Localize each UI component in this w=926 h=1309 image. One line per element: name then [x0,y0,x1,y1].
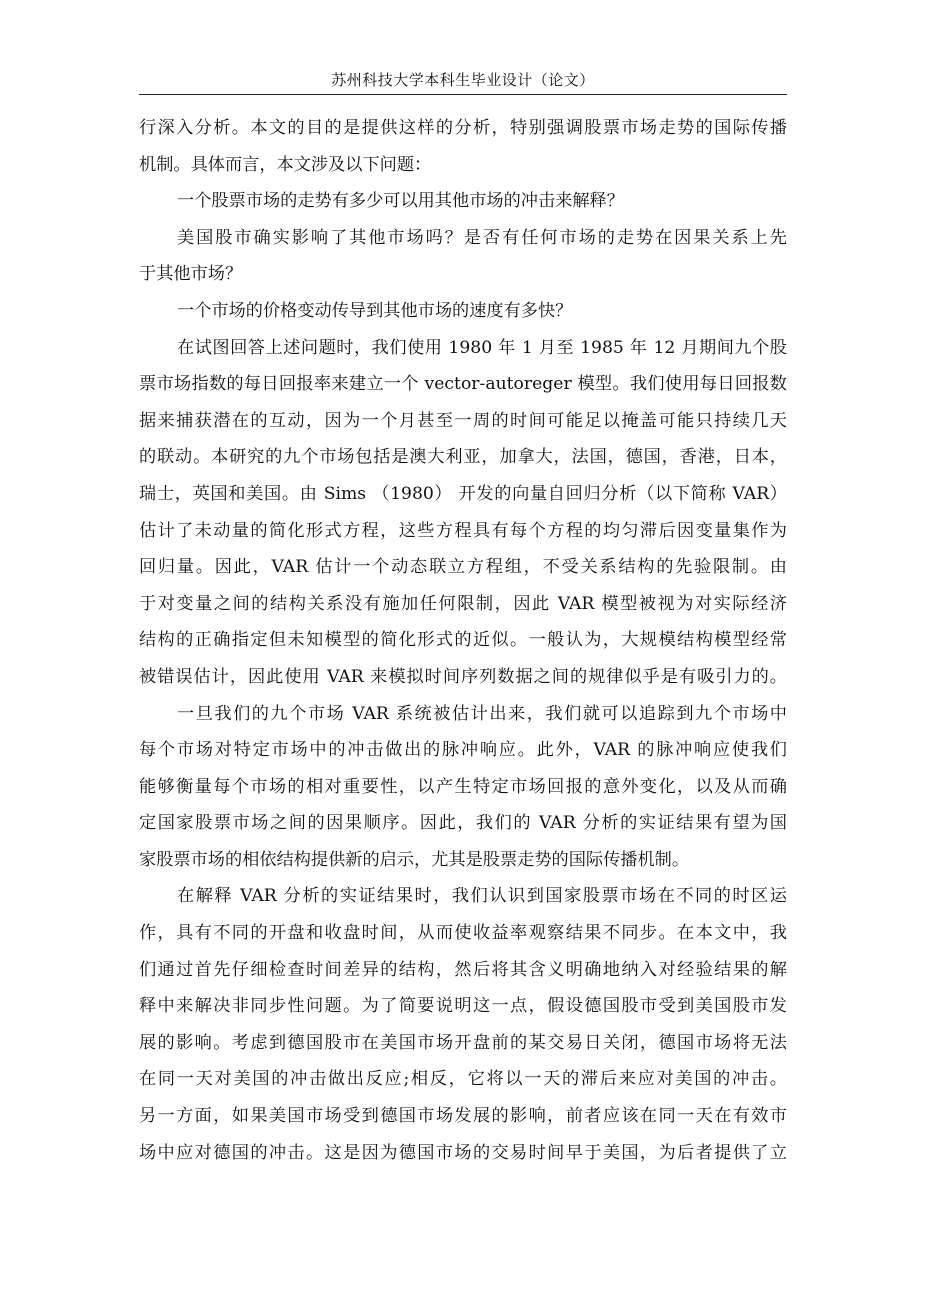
text-line: 在解释 VAR 分析的实证结果时，我们认识到国家股票市场在不同的时区运 [177,886,787,907]
text-line: 另一方面，如果美国市场受到德国市场发展的影响，前者应该在同一天在有效市 [139,1106,787,1127]
text-line: 一旦我们的九个市场 VAR 系统被估计出来，我们就可以追踪到九个市场中 [177,703,787,724]
text-line: 能够衡量每个市场的相对重要性，以产生特定市场回报的意外变化，以及从而确 [139,776,787,797]
text-line: 回归量。因此，VAR 估计一个动态联立方程组，不受关系结构的先验限制。由 [139,557,787,578]
text-line: 定国家股票市场之间的因果顺序。因此，我们的 VAR 分析的实证结果有望为国 [139,813,787,834]
text-line: 于其他市场？ [139,264,243,285]
text-line: 在试图回答上述问题时，我们使用 1980 年 1 月至 1985 年 12 月期间九个股 [177,337,787,358]
text-line: 一个市场的价格变动传导到其他市场的速度有多快？ [177,300,573,321]
text-line: 估计了未动量的简化形式方程，这些方程具有每个方程的均匀滞后因变量集作为 [139,520,787,541]
text-line: 行深入分析。本文的目的是提供这样的分析，特别强调股票市场走势的国际传播 [139,118,787,138]
text-line: 的联动。本研究的九个市场包括是澳大利亚，加拿大，法国，德国，香港，日本， [139,447,787,468]
text-line: 于对变量之间的结构关系没有施加任何限制，因此 VAR 模型被视为对实际经济 [139,593,787,614]
text-line: 在同一天对美国的冲击做出反应;相反，它将以一天的滞后来应对美国的冲击。 [139,1069,787,1090]
text-line: 结构的正确指定但未知模型的简化形式的近似。一般认为，大规模结构模型经常 [139,630,787,651]
text-line: 被错误估计，因此使用 VAR 来模拟时间序列数据之间的规律似乎是有吸引力的。 [139,666,787,687]
text-line: 据来捕获潜在的互动，因为一个月甚至一周的时间可能足以掩盖可能只持续几天 [139,410,787,431]
text-line: 场中应对德国的冲击。这是因为德国市场的交易时间早于美国，为后者提供了立 [139,1142,787,1163]
running-header: 苏州科技大学本科生毕业设计（论文） [331,71,595,89]
text-line: 机制。具体而言，本文涉及以下问题： [139,154,432,175]
text-line: 美国股市确实影响了其他市场吗？是否有任何市场的走势在因果关系上先 [177,227,787,248]
text-line: 一个股票市场的走势有多少可以用其他市场的冲击来解释？ [177,191,624,212]
text-line: 每个市场对特定市场中的冲击做出的脉冲响应。此外，VAR 的脉冲响应使我们 [139,740,787,761]
text-line: 瑞士，英国和美国。由 Sims （1980） 开发的向量自回归分析（以下简称 VAR） [139,483,787,504]
text-line: 展的影响。考虑到德国股市在美国市场开盘前的某交易日关闭，德国市场将无法 [139,1032,787,1053]
text-line: 们通过首先仔细检查时间差异的结构，然后将其含义明确地纳入对经验结果的解 [139,959,787,980]
text-line: 释中来解决非同步性问题。为了简要说明这一点，假设德国股市受到美国股市发 [139,996,787,1017]
header-rule [139,94,787,95]
text-line: 家股票市场的相依结构提供新的启示，尤其是股票走势的国际传播机制。 [139,849,690,870]
body-text [139,110,787,1171]
text-line: 票市场指数的每日回报率来建立一个 vector-autoreger 模型。我们使用每日回报数 [139,374,787,395]
text-line: 作，具有不同的开盘和收盘时间，从而使收益率观察结果不同步。在本文中，我 [139,923,787,944]
